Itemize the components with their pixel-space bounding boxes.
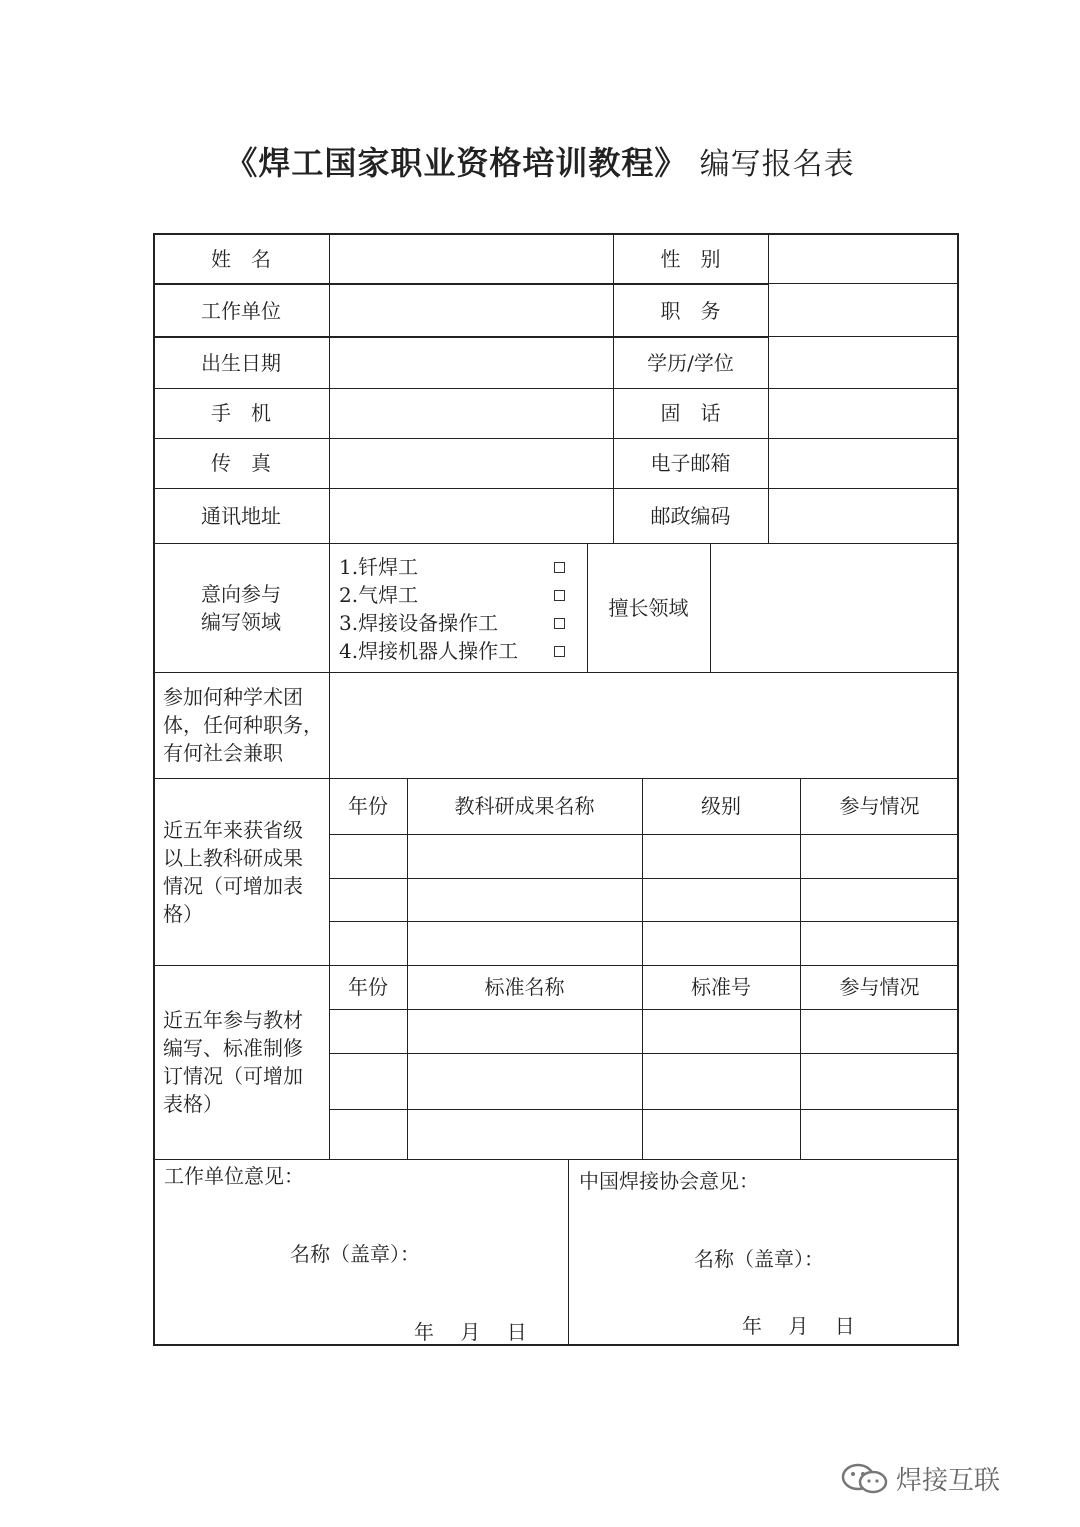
label-landline: 固 话: [660, 401, 721, 425]
label-intent-line1: 意向参与: [201, 581, 281, 606]
name-field[interactable]: [330, 233, 613, 283]
fax-field[interactable]: [330, 439, 613, 488]
watermark: [840, 1460, 1000, 1497]
checkbox-brazing[interactable]: [554, 562, 565, 573]
employer-date: 年 月 日: [414, 1320, 527, 1344]
societies-field[interactable]: [330, 673, 957, 778]
label-research-line3: 情况（可增加表: [163, 873, 303, 898]
divider: [329, 1053, 959, 1054]
textbook-header-role: 参与情况: [839, 975, 920, 999]
label-address: 通讯地址: [201, 503, 281, 528]
divider: [329, 1009, 959, 1010]
label-textbook-line1: 近五年参与教材: [163, 1008, 303, 1032]
option-robot-operator: 4.焊接机器人操作工: [339, 639, 519, 663]
label-research: [153, 778, 329, 965]
label-name: 姓 名: [211, 246, 271, 271]
association-opinion-title: 中国焊接协会意见：: [579, 1169, 759, 1193]
gender-field[interactable]: [769, 233, 957, 283]
checkbox-robot-operator[interactable]: [554, 646, 565, 657]
label-mobile: 手 机: [211, 401, 271, 425]
label-fax: 传 真: [211, 451, 271, 475]
label-education: 学历/学位: [647, 350, 734, 375]
employer-field[interactable]: [330, 285, 613, 336]
label-research-line4: 格）: [163, 901, 203, 926]
label-societies-line3: 有何社会兼职: [163, 741, 283, 765]
research-header-year: 年份: [348, 794, 388, 818]
label-birthdate: 出生日期: [201, 350, 281, 375]
textbook-header-standard-name: 标准名称: [484, 975, 565, 999]
label-intent-line2: 编写领域: [201, 609, 281, 634]
divider: [329, 1109, 959, 1110]
label-postcode: 邮政编码: [650, 503, 731, 528]
employer-opinion-title: 工作单位意见：: [164, 1164, 304, 1188]
address-field[interactable]: [330, 489, 613, 543]
textbook-header-standard-number: 标准号: [691, 975, 751, 999]
education-field[interactable]: [769, 338, 957, 388]
divider: [769, 336, 959, 337]
label-textbook-line2: 编写、标准制修: [163, 1036, 303, 1060]
option-equipment-operator: 3.焊接设备操作工: [339, 611, 499, 635]
label-societies-line1: 参加何种学术团: [163, 685, 303, 709]
postcode-field[interactable]: [769, 489, 957, 543]
label-societies: [153, 672, 329, 778]
divider: [329, 878, 959, 879]
divider: [153, 1159, 959, 1160]
label-email: 电子邮箱: [650, 451, 731, 475]
divider: [568, 1159, 569, 1346]
form-title-sub: 编写报名表: [699, 147, 855, 182]
email-field[interactable]: [769, 439, 957, 488]
landline-field[interactable]: [769, 389, 957, 438]
label-societies-line2: 体，任何种职务，: [163, 713, 323, 737]
form-title-main: 《焊工国家职业资格培训教程》: [225, 144, 688, 182]
label-employer: 工作单位: [201, 298, 281, 323]
research-header-level: 级别: [701, 794, 741, 818]
label-research-line2: 以上教科研成果: [163, 845, 303, 870]
association-seal-label: 名称（盖章）：: [694, 1247, 824, 1271]
research-header-title: 教科研成果名称: [454, 794, 595, 818]
birthdate-field[interactable]: [330, 338, 613, 388]
option-gas-welding: 2.气焊工: [339, 583, 419, 607]
wechat-icon: [840, 1462, 890, 1496]
textbook-header-year: 年份: [348, 975, 388, 999]
label-textbook-line4: 表格）: [163, 1092, 223, 1116]
form-title: [0, 138, 1080, 184]
label-intent: [153, 543, 329, 672]
label-textbook: [153, 965, 329, 1159]
expertise-field[interactable]: [711, 544, 957, 672]
divider: [769, 283, 959, 284]
association-date: 年 月 日: [742, 1314, 855, 1338]
option-brazing: 1.钎焊工: [339, 555, 419, 579]
divider: [329, 921, 959, 922]
label-research-line1: 近五年来获省级: [163, 817, 303, 842]
position-field[interactable]: [769, 285, 957, 336]
employer-seal-label: 名称（盖章）：: [290, 1242, 420, 1266]
checkbox-equipment-operator[interactable]: [554, 618, 565, 629]
research-header-role: 参与情况: [839, 794, 920, 818]
label-position: 职 务: [660, 298, 721, 323]
label-expertise: 擅长领域: [608, 595, 689, 620]
label-gender: 性 别: [660, 246, 721, 271]
checkbox-gas-welding[interactable]: [554, 590, 565, 601]
label-textbook-line3: 订情况（可增加: [163, 1064, 303, 1088]
watermark-text: 焊接互联: [896, 1466, 1001, 1496]
mobile-field[interactable]: [330, 389, 613, 438]
divider: [329, 834, 959, 835]
